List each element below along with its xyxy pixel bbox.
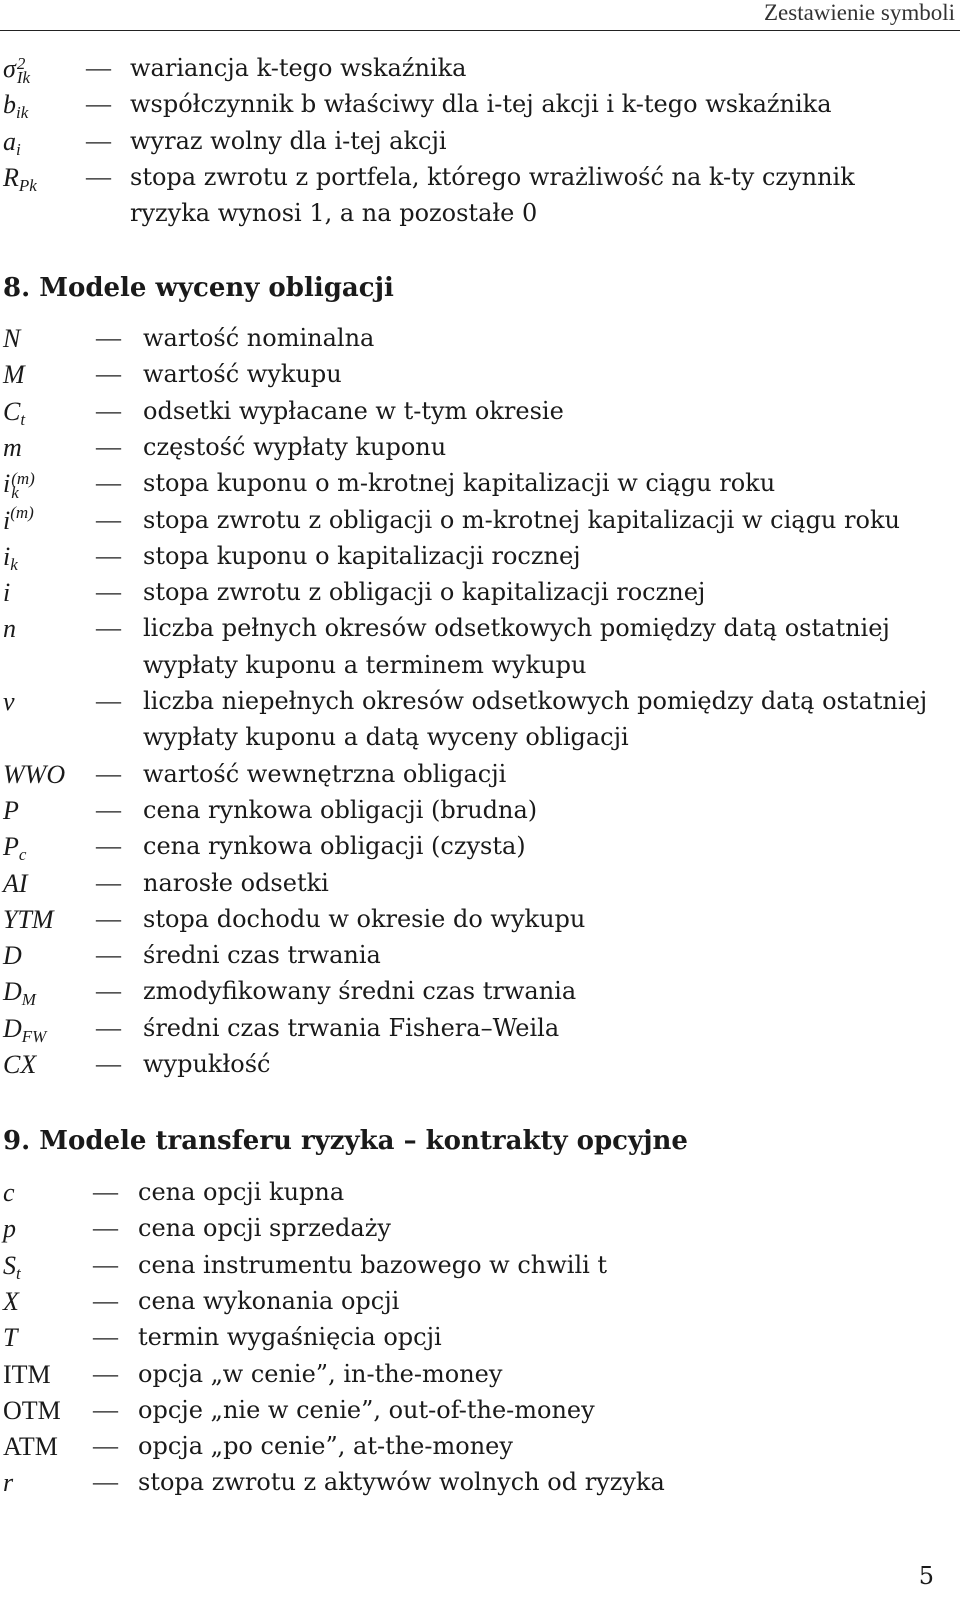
symbol-description: wartość nominalna [143, 324, 375, 352]
symbol-base: D [3, 941, 22, 971]
symbol-subscript: FW [21, 1026, 47, 1046]
symbol-description: stopa dochodu w okresie do wykupu [143, 904, 586, 933]
dash-separator: — [93, 1469, 118, 1497]
symbol-subscript: t [16, 1263, 21, 1283]
symbol-description: stopa kuponu o m-krotnej kapitalizacji w ciągu roku [143, 469, 776, 498]
symbol-superscript: 2 [16, 54, 26, 74]
symbol-description: liczba niepełnych okresów odsetkowych pomiędzy datą ostatniej [143, 687, 928, 715]
dash-separator: — [96, 833, 121, 861]
running-header [0, 0, 960, 31]
dash-separator: — [93, 1251, 118, 1279]
dash-separator: — [93, 1433, 118, 1461]
dash-separator: — [96, 688, 121, 715]
dash-separator: — [96, 796, 121, 824]
dash-separator: — [96, 470, 121, 498]
symbol [3, 683, 15, 720]
symbol-row [0, 1319, 960, 1356]
symbol-description: wariancja k-tego wskaźnika [130, 54, 467, 82]
symbol-subscript: t [20, 409, 26, 429]
symbol [3, 159, 37, 196]
symbol-row [0, 1392, 960, 1429]
symbol-description: wypłaty kuponu a datą wyceny obligacji [143, 723, 629, 752]
symbol-base: a [3, 126, 16, 156]
symbol-base: N [3, 324, 21, 353]
symbol-description: cena wykonania opcji [138, 1286, 400, 1315]
symbol-base: r [3, 1468, 14, 1498]
symbol-row [0, 1356, 960, 1393]
symbol-base: ATM [3, 1432, 58, 1462]
dash-separator: — [86, 127, 111, 155]
symbol [3, 1210, 16, 1247]
symbol [3, 1174, 15, 1211]
symbol-subscript: c [18, 845, 27, 865]
dash-separator: — [93, 1396, 118, 1424]
symbol [3, 50, 30, 87]
symbol-description: opcje „nie w cenie”, out-of-the-money [138, 1395, 595, 1424]
dash-separator: — [96, 433, 121, 461]
dash-separator: — [96, 905, 121, 933]
symbol-base: T [3, 1323, 18, 1353]
symbol [3, 502, 34, 539]
symbol [3, 1319, 17, 1356]
symbol [3, 429, 22, 466]
symbol-row [0, 792, 960, 829]
symbol-subscript: M [21, 990, 36, 1010]
symbol-description: częstość wypłaty kuponu [143, 432, 447, 461]
symbol-description: stopa zwrotu z aktywów wolnych od ryzyka [138, 1468, 665, 1497]
symbol-row [0, 429, 960, 466]
symbol-base: AI [3, 868, 28, 898]
symbol-row [0, 1046, 960, 1083]
symbol [3, 320, 20, 357]
symbol-subscript: Ik [16, 68, 31, 88]
symbol-row [0, 123, 960, 160]
section-title: 9. Modele transferu ryzyka – kontrakty opcyjne [3, 1126, 688, 1156]
section-title: 8. Modele wyceny obligacji [3, 273, 394, 303]
symbol-base: i [3, 578, 11, 608]
dash-separator: — [86, 91, 111, 119]
symbol-description: ryzyka wynosi 1, a na pozostałe 0 [130, 199, 538, 228]
symbol [3, 1283, 19, 1320]
symbol-row [0, 973, 960, 1010]
symbol-description: średni czas trwania [143, 941, 381, 970]
dash-separator: — [96, 542, 121, 570]
symbol-row [0, 1010, 960, 1047]
symbol [3, 1247, 21, 1284]
symbol [3, 828, 26, 865]
dash-separator: — [96, 978, 121, 1006]
symbol-superscript: (m) [11, 469, 35, 489]
symbol-description: cena opcji sprzedaży [138, 1214, 391, 1243]
symbol-superscript: (m) [10, 502, 34, 522]
dash-separator: — [96, 506, 121, 534]
symbol-row [0, 828, 960, 865]
symbol-row [0, 1283, 960, 1320]
dash-separator: — [93, 1360, 118, 1388]
symbol-base: P [3, 832, 19, 862]
symbol-description: liczba pełnych okresów odsetkowych pomiędzy datą ostatniej [143, 614, 890, 643]
symbol-row [0, 683, 960, 752]
dash-separator: — [93, 1215, 118, 1243]
symbol-base: X [3, 1286, 19, 1316]
symbol-description: zmodyfikowany średni czas trwania [143, 977, 577, 1006]
symbol-description: wypukłość [143, 1050, 271, 1078]
symbol [3, 901, 54, 938]
symbol-base: OTM [3, 1395, 61, 1425]
symbol [3, 756, 65, 793]
symbol-description: odsetki wypłacane w t-tym okresie [143, 396, 564, 425]
symbol-base: YTM [3, 904, 54, 934]
symbol-base: m [3, 432, 22, 462]
dash-separator: — [96, 397, 121, 425]
symbol-description: cena opcji kupna [138, 1178, 345, 1206]
dash-separator: — [86, 55, 111, 82]
symbol-description: wypłaty kuponu a terminem wykupu [143, 650, 587, 679]
symbol [3, 356, 25, 393]
dash-separator: — [93, 1324, 118, 1352]
symbol-description: narosłe odsetki [143, 868, 329, 897]
symbol-subscript: k [11, 483, 19, 503]
symbol-row [0, 465, 960, 502]
symbol-description: stopa zwrotu z obligacji o kapitalizacji rocznej [143, 578, 706, 607]
symbol-row [0, 901, 960, 938]
symbol [3, 1046, 36, 1083]
dash-separator: — [93, 1179, 118, 1206]
dash-separator: — [96, 325, 121, 352]
symbol-base: i [3, 469, 11, 499]
symbol [3, 865, 28, 902]
symbol-base: b [3, 90, 16, 120]
symbol-description: stopa kuponu o kapitalizacji rocznej [143, 541, 581, 570]
symbol [3, 86, 28, 123]
symbol-base: c [3, 1178, 15, 1207]
symbol-row [0, 574, 960, 611]
symbol-description: wyraz wolny dla i-tej akcji [130, 126, 447, 155]
symbol-base: WWO [3, 759, 66, 789]
symbol-description: współczynnik b właściwy dla i-tej akcji i k-tego wskaźnika [130, 90, 832, 119]
symbol [3, 393, 25, 430]
dash-separator: — [96, 760, 121, 788]
symbol-base: i [3, 541, 11, 571]
symbol-description: cena rynkowa obligacji (czysta) [143, 832, 526, 861]
dash-separator: — [93, 1287, 118, 1315]
symbol-base: P [3, 795, 19, 825]
symbol-base: C [3, 396, 21, 426]
symbol-row [0, 356, 960, 393]
symbol-row [0, 538, 960, 575]
symbol-row [0, 937, 960, 974]
symbol [3, 123, 21, 160]
symbol [3, 610, 16, 647]
symbol [3, 538, 18, 575]
symbol-row [0, 1247, 960, 1284]
symbol [3, 937, 22, 974]
symbol [3, 1392, 61, 1429]
symbol-base: p [3, 1214, 16, 1244]
symbol-base: D [3, 977, 22, 1007]
symbol-row [0, 1428, 960, 1465]
symbol-row [0, 50, 960, 87]
symbol-subscript: Pk [18, 175, 37, 195]
symbol-description: stopa zwrotu z obligacji o m-krotnej kapitalizacji w ciągu roku [143, 505, 900, 534]
symbol-base: M [3, 360, 25, 390]
dash-separator: — [96, 361, 121, 389]
header-title: Zestawienie symboli [764, 0, 955, 25]
symbol-base: n [3, 614, 16, 644]
dash-separator: — [96, 869, 121, 897]
symbol-row [0, 610, 960, 679]
symbol-base: R [3, 162, 19, 192]
symbol [3, 1428, 58, 1465]
symbol-row [0, 1210, 960, 1247]
symbol-base: i [3, 505, 11, 535]
dash-separator: — [96, 1014, 121, 1042]
symbol [3, 1464, 13, 1501]
symbol-description: średni czas trwania Fishera–Weila [143, 1013, 560, 1042]
symbol-description: cena instrumentu bazowego w chwili t [138, 1250, 608, 1279]
symbol [3, 792, 19, 829]
symbol-description: wartość wewnętrzna obligacji [143, 759, 507, 788]
symbol-row [0, 1464, 960, 1501]
symbol-base: CX [3, 1050, 37, 1079]
symbol-base: σ [3, 54, 16, 83]
dash-separator: — [96, 615, 121, 643]
symbol [3, 465, 35, 502]
symbol [3, 1356, 51, 1393]
symbol-subscript: i [16, 139, 21, 159]
symbol-description: wartość wykupu [143, 360, 342, 389]
symbol-row [0, 502, 960, 539]
symbol-base: ITM [3, 1359, 51, 1389]
symbol-row [0, 865, 960, 902]
symbol-base: S [3, 1250, 16, 1280]
dash-separator: — [96, 1051, 121, 1078]
dash-separator: — [86, 163, 111, 191]
symbol-row [0, 320, 960, 357]
symbol-subscript: k [10, 554, 18, 574]
page-number: 5 [918, 1562, 934, 1590]
symbol [3, 973, 36, 1010]
symbol-description: stopa zwrotu z portfela, którego wrażliwość na k-ty czynnik [130, 162, 855, 191]
symbol [3, 574, 10, 611]
symbol-row [0, 86, 960, 123]
symbol-base: D [3, 1013, 22, 1043]
symbol-base: v [3, 687, 15, 716]
symbol-description: cena rynkowa obligacji (brudna) [143, 795, 538, 824]
symbol-row [0, 756, 960, 793]
dash-separator: — [96, 579, 121, 607]
dash-separator: — [96, 942, 121, 970]
symbol-description: opcja „po cenie”, at-the-money [138, 1432, 513, 1461]
symbol [3, 1010, 46, 1047]
symbol-subscript: ik [16, 103, 29, 123]
symbol-row [0, 1174, 960, 1211]
symbol-description: opcja „w cenie”, in-the-money [138, 1359, 503, 1388]
symbol-description: termin wygaśnięcia opcji [138, 1323, 442, 1352]
symbol-row [0, 393, 960, 430]
symbol-row [0, 159, 960, 228]
